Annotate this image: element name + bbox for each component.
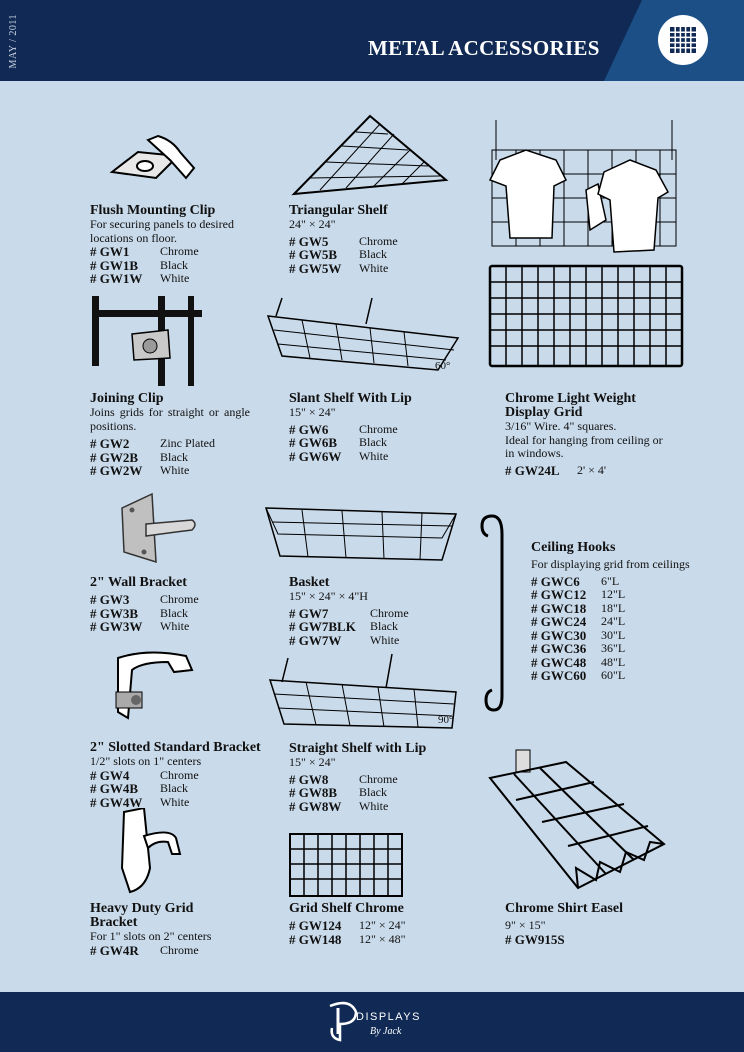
slotted-bracket-block [90, 741, 285, 809]
product-name: Basket [289, 575, 330, 590]
product-variant: # GW7BLK Black [289, 619, 398, 634]
hanging-shirts-image [486, 120, 682, 258]
basket-image [262, 494, 460, 566]
flush-clip-block [90, 204, 260, 286]
hook-list [531, 575, 721, 683]
product-variant: # GW7 Chrome [289, 605, 409, 621]
product-variant: # GW8W White [289, 798, 389, 814]
grid-icon [658, 15, 708, 65]
ceiling-hooks-block [531, 541, 721, 683]
product-size: 24" × 24" [289, 217, 336, 231]
display-grid-block [505, 392, 705, 477]
product-name: 2" Wall Bracket [90, 575, 187, 590]
product-name: Slant Shelf With Lip [289, 391, 412, 406]
product-variant: # GW2 Zinc Plated [90, 436, 215, 451]
page-footer [0, 992, 744, 1052]
product-name: Flush Mounting Clip [90, 203, 216, 218]
product-desc: 1/2" slots on 1" centers [90, 754, 202, 768]
svg-text:By Jack: By Jack [370, 1026, 402, 1037]
product-desc: For securing panels to desired locations on floor. [90, 217, 234, 245]
product-variant: # GWC24 24"L [531, 614, 626, 629]
product-variant: # GW148 12" × 48" [289, 931, 406, 947]
product-name: Joining Clip [90, 391, 164, 406]
product-variant: # GW5W White [289, 260, 389, 276]
product-variant: # GWC36 36"L [531, 641, 626, 656]
product-variant: # GW5 Chrome [289, 233, 398, 249]
ceiling-hook-image [478, 510, 518, 716]
straight-shelf-image [266, 652, 462, 732]
product-size: 15" × 24" × 4"H [289, 589, 368, 603]
page-title: METAL ACCESSORIES [368, 36, 600, 60]
product-variant: # GW4 Chrome [90, 767, 199, 783]
product-variant: # GW8B Black [289, 785, 387, 800]
product-variant: # GWC48 48"L [531, 654, 626, 670]
wall-bracket-image [116, 490, 201, 570]
product-variant: # GW8 Chrome [289, 771, 398, 787]
product-desc: Joins grids for straight or angle positions. [90, 405, 250, 433]
product-desc: in windows. [505, 446, 564, 460]
grid-shelf-image [288, 832, 404, 898]
product-name: Chrome Light Weight [505, 391, 636, 406]
grid-shelf-block [289, 902, 469, 946]
product-desc: Ideal for hanging from ceiling or [505, 432, 663, 447]
angle-label: 60° [435, 360, 451, 372]
product-name: Heavy Duty Grid [90, 901, 194, 916]
product-variant: # GW2B Black [90, 449, 188, 465]
product-variant: # GW4W White [90, 794, 190, 810]
product-variant: # GW24L 2' × 4' [505, 462, 607, 478]
issue-date: MAY / 2011 [8, 14, 19, 69]
product-variant: # GW124 12" × 24" [289, 918, 406, 933]
joining-clip-image [88, 296, 208, 388]
display-grid-image [488, 264, 684, 368]
product-variant: # GW5B Black [289, 247, 387, 262]
company-logo [326, 1000, 426, 1044]
product-variant: # GWC60 60"L [531, 668, 626, 683]
product-desc: For 1" slots on 2" centers [90, 929, 212, 943]
slant-shelf-block [289, 392, 469, 463]
product-variant: # GW7W White [289, 632, 400, 648]
product-variant: # GW3W White [90, 619, 190, 634]
product-variant: # GW6 Chrome [289, 421, 398, 437]
product-variant: # GW3 Chrome [90, 592, 199, 607]
product-name: Grid Shelf Chrome [289, 901, 404, 916]
product-variant: # GW915S [505, 931, 565, 947]
product-variant: # GWC30 30"L [531, 627, 626, 643]
page-header [0, 0, 744, 81]
heavy-bracket-block [90, 902, 260, 957]
product-variant: # GW4B Black [90, 781, 188, 796]
product-size: 9" × 15" [505, 918, 546, 932]
product-variant: # GW1B Black [90, 257, 188, 273]
product-variant: # GWC18 18"L [531, 600, 626, 616]
product-variant: # GW3B Black [90, 605, 188, 621]
product-variant: # GW1 Chrome [90, 244, 199, 259]
product-name: Ceiling Hooks [531, 540, 616, 555]
triangular-shelf-block [289, 204, 459, 275]
product-name: 2" Slotted Standard Bracket [90, 740, 261, 755]
product-name-cont: Bracket [90, 915, 138, 930]
product-variant: # GW6B Black [289, 435, 387, 450]
svg-text:DISPLAYS: DISPLAYS [356, 1011, 421, 1023]
triangular-shelf-image [290, 110, 450, 200]
product-variant: # GW1W White [90, 271, 190, 286]
product-size: 15" × 24" [289, 405, 336, 419]
angle-label: 90° [438, 714, 454, 726]
joining-clip-block [90, 392, 250, 478]
product-desc: For displaying grid from ceilings [531, 557, 690, 571]
basket-block [289, 576, 469, 647]
product-size: 15" × 24" [289, 755, 336, 769]
product-variant: # GW6W White [289, 448, 389, 464]
product-variant: # GWC6 6"L [531, 573, 620, 589]
heavy-bracket-image [110, 808, 190, 898]
shirt-easel-block [505, 902, 695, 946]
product-variant: # GWC12 12"L [531, 587, 626, 602]
product-name: Chrome Shirt Easel [505, 901, 623, 916]
slotted-bracket-image [108, 648, 198, 730]
flush-clip-image [100, 130, 200, 190]
product-variant: # GW2W White [90, 463, 190, 478]
slant-shelf-image [262, 296, 462, 376]
product-name: Straight Shelf with Lip [289, 741, 427, 756]
product-variant: # GW4R Chrome [90, 942, 199, 958]
product-name: Triangular Shelf [289, 203, 388, 218]
wall-bracket-block [90, 576, 260, 634]
product-desc: 3/16" Wire. 4" squares. [505, 419, 617, 433]
straight-shelf-block [289, 742, 479, 813]
product-name-cont: Display Grid [505, 405, 583, 420]
shirt-easel-image [486, 748, 668, 896]
